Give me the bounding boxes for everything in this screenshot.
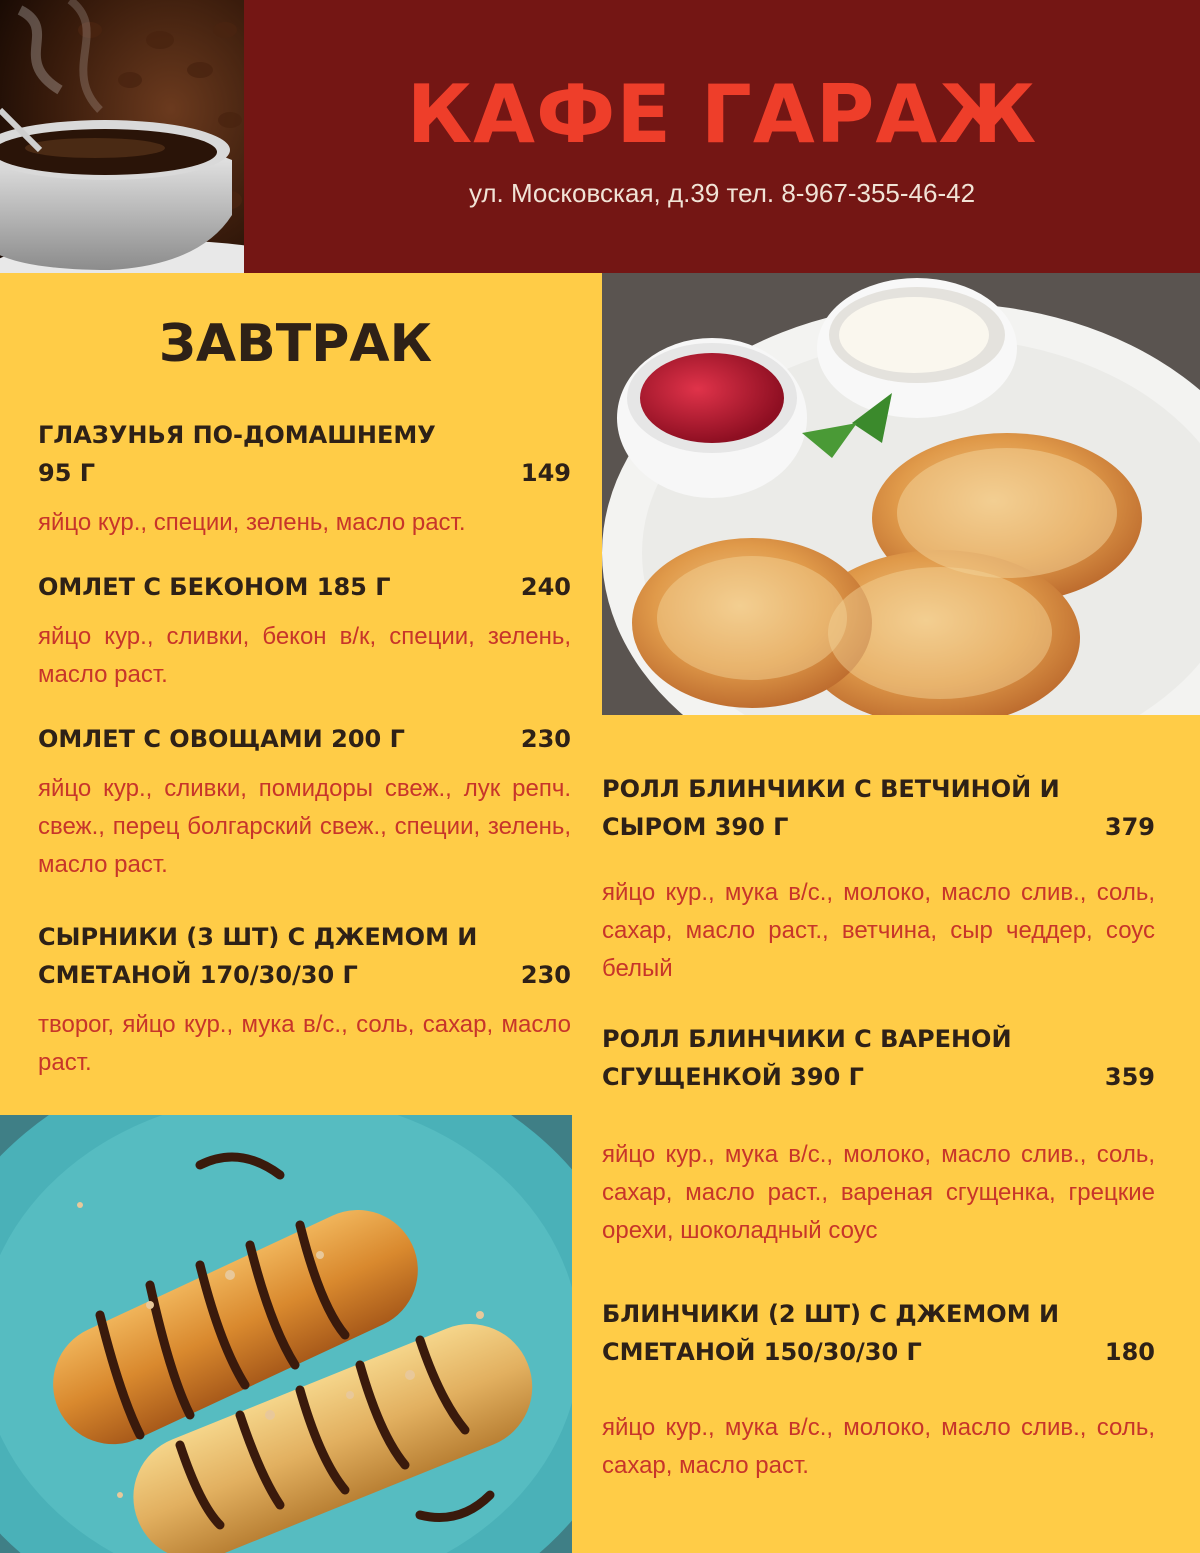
- menu-item: [602, 1295, 1155, 1485]
- menu-item: [38, 416, 571, 542]
- item-name-line: ГЛАЗУНЬЯ ПО-ДОМАШНЕМУ: [38, 421, 436, 449]
- item-description: яйцо кур., мука в/с., молоко, масло слив., соль, сахар, масло раст., ветчина, сыр чеддер, соус белый: [602, 879, 1155, 982]
- item-description: яйцо кур., сливки, помидоры свеж., лук репч. свеж., перец болгарский свеж., специи, зелень, масло раст.: [38, 775, 571, 878]
- item-description: творог, яйцо кур., мука в/с., соль, сахар, масло раст.: [38, 1011, 571, 1076]
- item-description: яйцо кур., сливки, бекон в/к, специи, зелень, масло раст.: [38, 623, 571, 688]
- item-name: [38, 720, 571, 758]
- item-name-line: РОЛЛ БЛИНЧИКИ С ВАРЕНОЙ: [602, 1025, 1012, 1053]
- header-banner: [244, 0, 1200, 273]
- item-name-line: РОЛЛ БЛИНЧИКИ С ВЕТЧИНОЙ И: [602, 775, 1060, 803]
- item-price: 240: [520, 573, 571, 601]
- coffee-cup-photo: [0, 0, 244, 273]
- item-name-line: СЫРНИКИ (3 ШТ) С ДЖЕМОМ И: [38, 923, 478, 951]
- section-title-breakfast: ЗАВТРАК: [158, 314, 433, 374]
- menu-item: [602, 770, 1155, 988]
- item-name-line: БЛИНЧИКИ (2 ШТ) С ДЖЕМОМ И: [602, 1300, 1060, 1328]
- item-name-line: СЫРОМ 390 Г: [602, 813, 789, 841]
- item-name: [602, 770, 1155, 846]
- item-name: [602, 1020, 1155, 1096]
- item-price: 230: [520, 725, 571, 753]
- item-price: 149: [520, 459, 571, 487]
- item-description: яйцо кур., специи, зелень, масло раст.: [38, 509, 466, 536]
- item-price: 379: [1104, 813, 1155, 841]
- menu-item: [38, 720, 571, 884]
- syrniki-photo: [602, 273, 1200, 715]
- item-name: [38, 568, 571, 606]
- menu-item: [602, 1020, 1155, 1250]
- item-name-line: ОМЛЕТ С ОВОЩАМИ 200 Г: [38, 725, 405, 753]
- item-name-line: ОМЛЕТ С БЕКОНОМ 185 Г: [38, 573, 391, 601]
- blini-rolls-photo: [0, 1115, 572, 1553]
- item-name-line: СГУЩЕНКОЙ 390 Г: [602, 1063, 864, 1091]
- item-name: [38, 918, 571, 994]
- item-price: 180: [1104, 1338, 1155, 1366]
- item-name: [38, 416, 571, 492]
- cafe-title: КАФЕ ГАРАЖ: [406, 68, 1038, 161]
- item-name-line: 95 Г: [38, 459, 96, 487]
- item-description: яйцо кур., мука в/с., молоко, масло слив., соль, сахар, масло раст., вареная сгущенка, грецкие орехи, шоколадный соус: [602, 1141, 1155, 1244]
- item-description: яйцо кур., мука в/с., молоко, масло слив., соль, сахар, масло раст.: [602, 1414, 1155, 1479]
- item-name: [602, 1295, 1155, 1371]
- menu-item: [38, 568, 571, 694]
- item-price: 359: [1104, 1063, 1155, 1091]
- item-name-line: СМЕТАНОЙ 170/30/30 Г: [38, 961, 358, 989]
- item-name-line: СМЕТАНОЙ 150/30/30 Г: [602, 1338, 922, 1366]
- item-price: 230: [520, 961, 571, 989]
- cafe-address: ул. Московская, д.39 тел. 8-967-355-46-42: [468, 178, 976, 208]
- menu-item: [38, 918, 571, 1082]
